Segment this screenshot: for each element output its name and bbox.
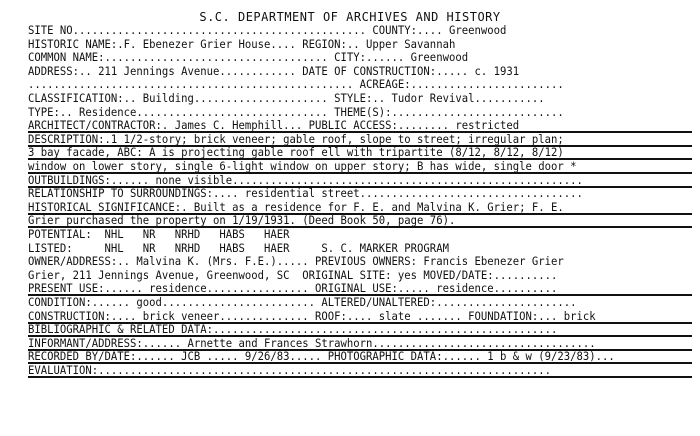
form-line: TYPE:.. Residence.............................. THEME(S):........................... xyxy=(28,106,564,120)
form-line: Grier purchased the property on 1/19/1931. (Deed Book 50, page 76). xyxy=(28,214,456,228)
form-line: POTENTIAL: NHL NR NRHD HABS HAER xyxy=(28,228,290,242)
form-rule xyxy=(28,226,692,228)
form-line: DESCRIPTION:.1 1/2-story; brick veneer; gable roof, slope to street; irregular plan; xyxy=(28,133,564,147)
form-line: INFORMANT/ADDRESS:...... Arnette and Frances Strawhorn................................... xyxy=(28,337,596,351)
form-line: RECORDED BY/DATE:...... JCB ..... 9/26/83..... PHOTOGRAPHIC DATA:...... 1 b & w (9/23/83)... xyxy=(28,350,615,364)
form-line: ADDRESS:.. 211 Jennings Avenue............ DATE OF CONSTRUCTION:..... c. 1931 xyxy=(28,65,520,79)
form-line: COMMON NAME:................................... CITY:...... Greenwood xyxy=(28,51,469,65)
form-line: LISTED: NHL NR NRHD HABS HAER S. C. MARKER PROGRAM xyxy=(28,242,449,256)
form-line: ................................................... ACREAGE:........................ xyxy=(28,78,564,92)
form-rule xyxy=(28,322,692,324)
form-line: PRESENT USE:...... residence................ ORIGINAL USE:..... residence.......... xyxy=(28,282,558,296)
form-line: HISTORIC NAME:.F. Ebenezer Grier House.... REGION:.. Upper Savannah xyxy=(28,38,456,52)
form-rule xyxy=(28,158,692,160)
form-line: HISTORICAL SIGNIFICANCE:. Built as a residence for F. E. and Malvina K. Grier; F. E. xyxy=(28,201,564,215)
form-title: S.C. DEPARTMENT OF ARCHIVES AND HISTORY xyxy=(199,10,501,24)
form-rule xyxy=(28,213,692,215)
form-line: EVALUATION:....................................................................... xyxy=(28,364,551,378)
form-line: SITE NO.............................................. COUNTY:.... Greenwood xyxy=(28,24,507,38)
form-line: ARCHITECT/CONTRACTOR:. James C. Hemphill... PUBLIC ACCESS:........ restricted xyxy=(28,119,520,133)
form-line: OUTBUILDINGS:...... none visible....................................................... xyxy=(28,174,583,188)
form-rule xyxy=(28,294,692,296)
form-line: CLASSIFICATION:.. Building..................... STYLE:.. Tudor Revival........... xyxy=(28,92,545,106)
form-line: Grier, 211 Jennings Avenue, Greenwood, SC ORIGINAL SITE: yes MOVED/DATE:.......... xyxy=(28,269,558,283)
form-line: CONSTRUCTION:.... brick veneer.............. ROOF:.... slate ....... FOUNDATION:... brick xyxy=(28,310,596,324)
form-line: BIBLIOGRAPHIC & RELATED DATA:...................................................... xyxy=(28,323,558,337)
form-rule xyxy=(28,186,692,188)
form-rule xyxy=(28,131,692,133)
form-line: CONDITION:...... good........................ ALTERED/UNALTERED:...................... xyxy=(28,296,577,310)
form-rule xyxy=(28,362,692,364)
form-line: 3 bay facade, ABC: A is projecting gable roof ell with tripartite (8/12, 8/12, 8/12) xyxy=(28,146,564,160)
form-line: window on lower story, single 6-light window on upper story; B has wide, single door * xyxy=(28,160,577,174)
form-rule xyxy=(28,349,692,351)
form-rule xyxy=(28,172,692,174)
form-line: OWNER/ADDRESS:.. Malvina K. (Mrs. F.E.)..... PREVIOUS OWNERS: Francis Ebenezer Grier xyxy=(28,255,564,269)
form-rule xyxy=(28,335,692,337)
form-line: RELATIONSHIP TO SURROUNDINGS:.... residential street................................... xyxy=(28,187,583,201)
form-rule xyxy=(28,145,692,147)
form-rule xyxy=(28,376,692,378)
